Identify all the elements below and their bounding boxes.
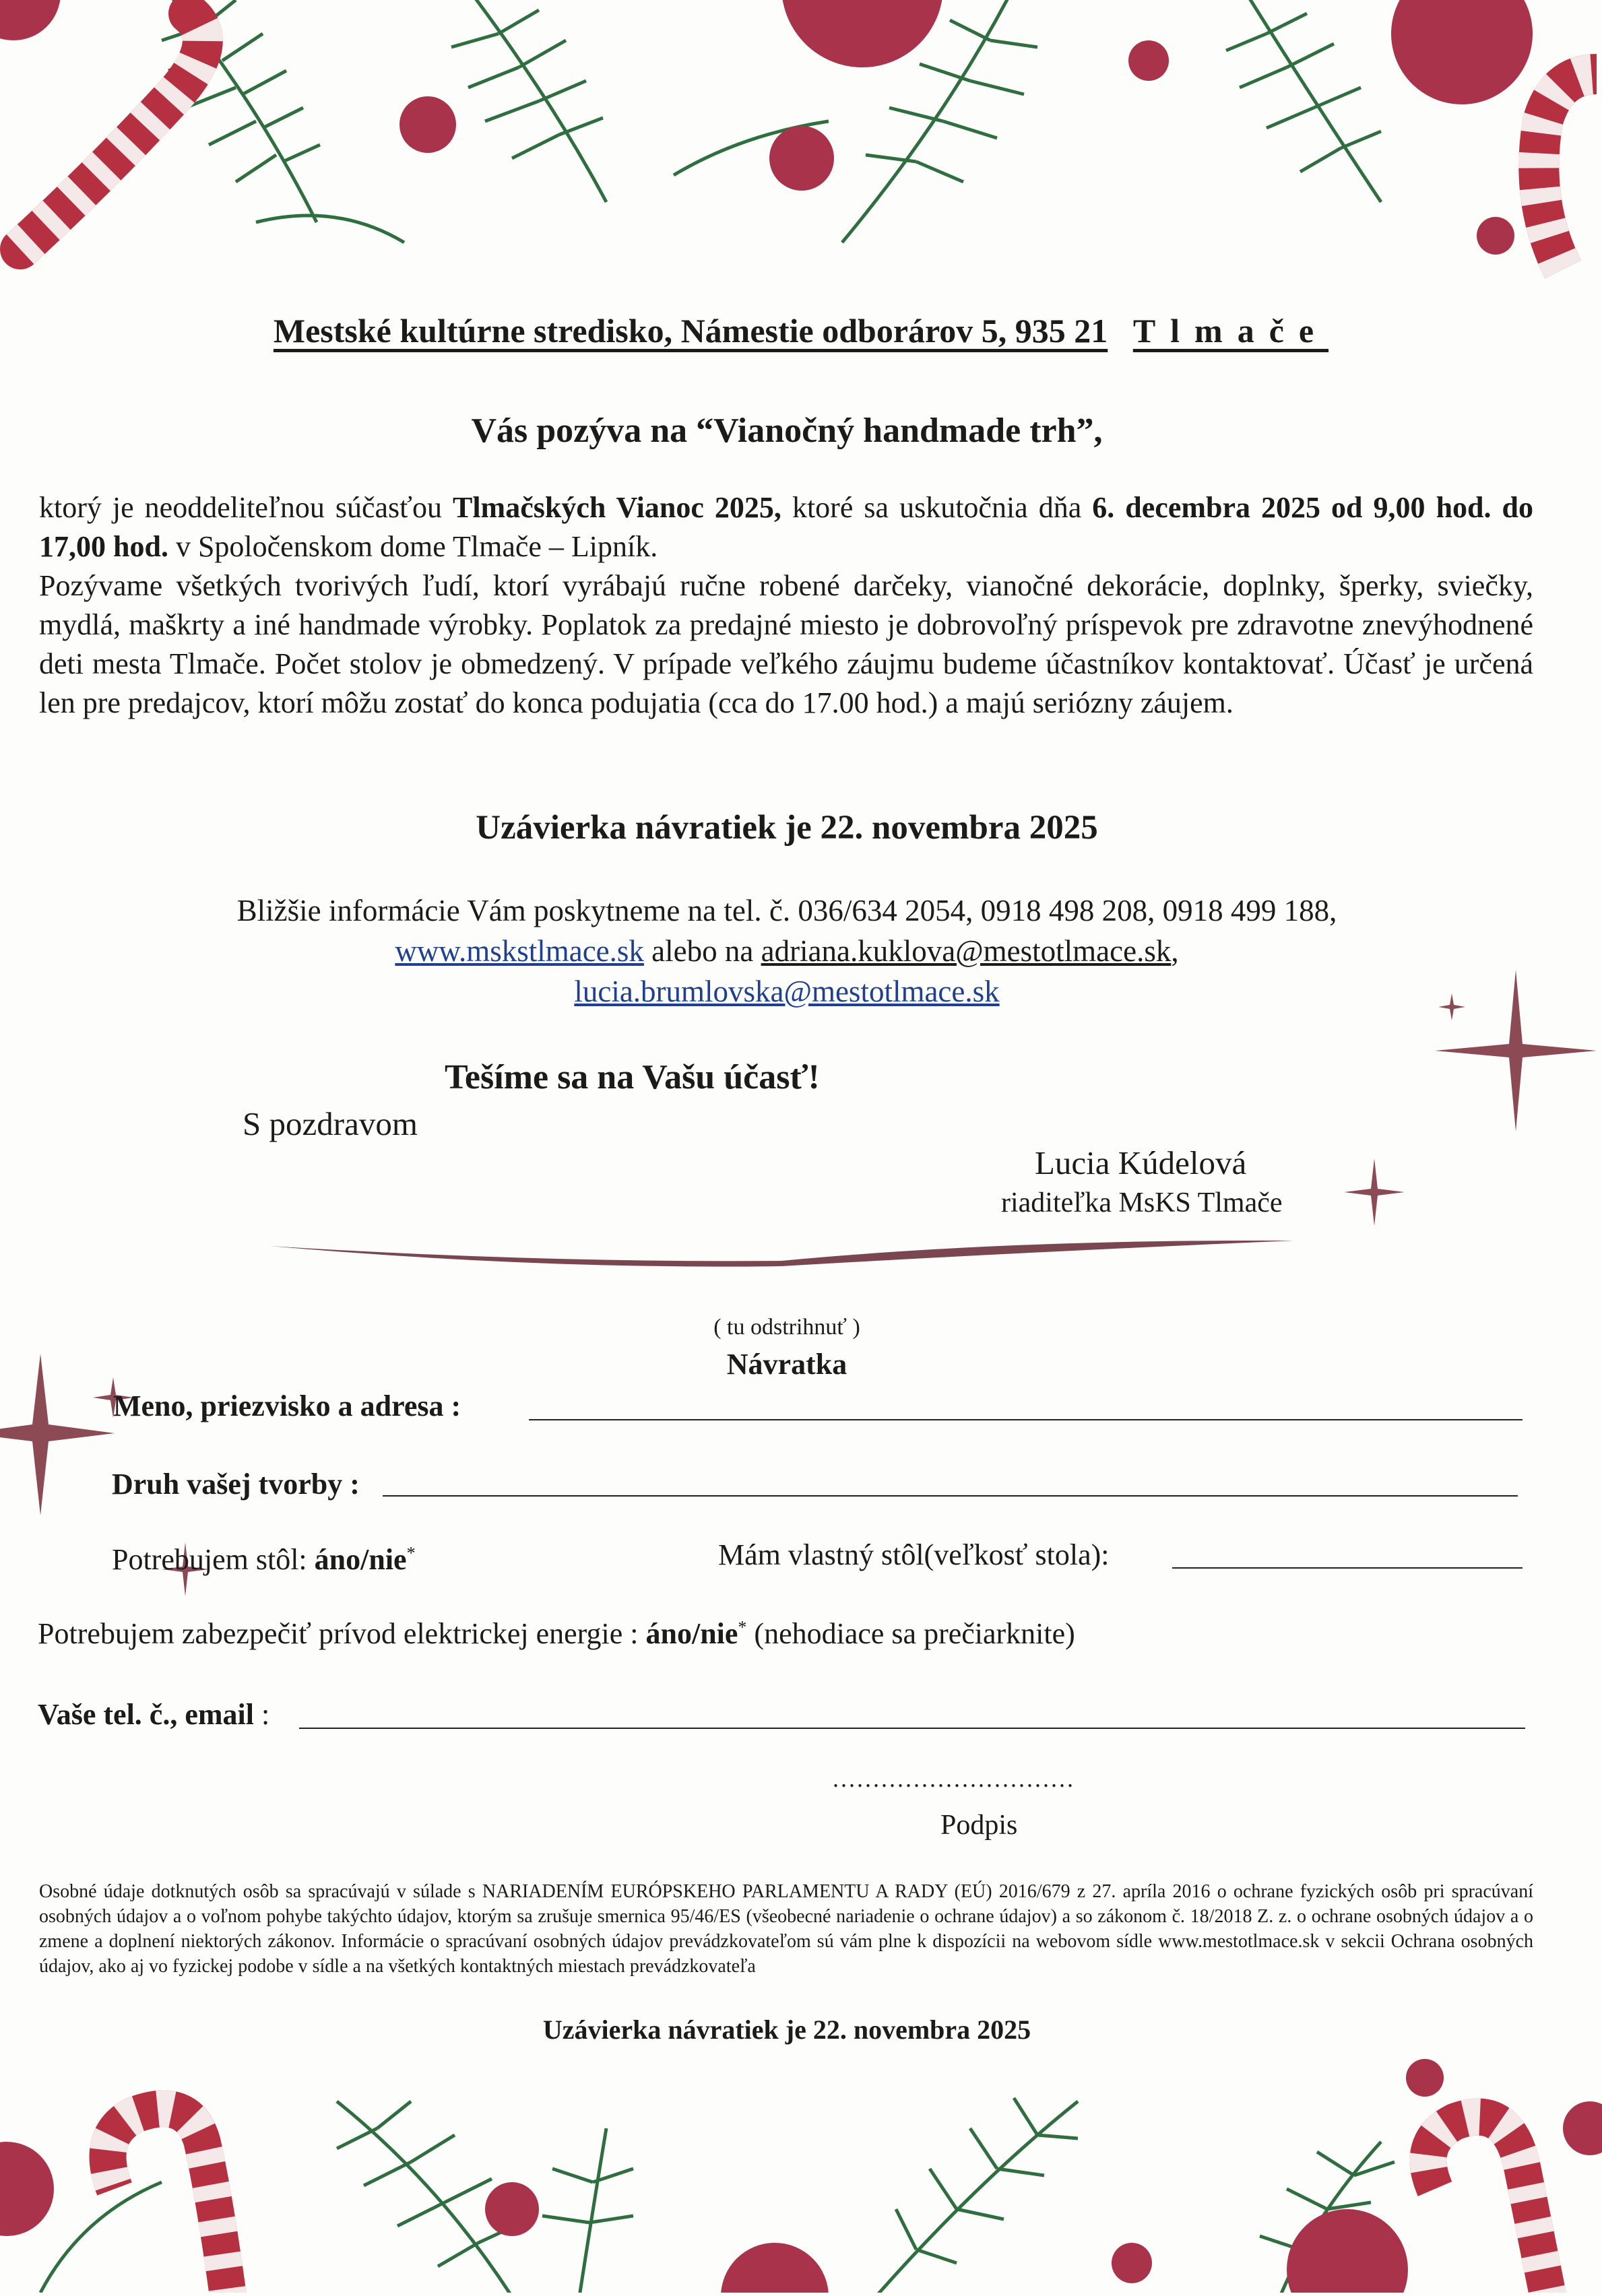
name-address-label: Meno, priezvisko a adresa : — [113, 1389, 461, 1422]
organization-header — [0, 311, 1602, 350]
electricity-options[interactable]: áno/nie — [645, 1617, 738, 1650]
invitation-paragraph: Pozývame všetkých tvorivých ľudí, ktorí vyrábajú ručne robené darčeky, vianočné dekorácie, doplnky, šperky, sviečky, mydlá, maškrty a iné handmade výrobky. Poplatok za predajné miesto je dobrovoľný príspevok pre zdravotne znevýhodnené deti mesta Tlmače. Počet stolov je obmedzený. V prípade veľkého záujmu budeme účastníkov kontaktovať. Účasť je určená len pre predajcov, ktorí môžu zostať do konca podujatia (cca do 17.00 hod.) a majú seriózny záujem. — [39, 569, 1533, 719]
gdpr-notice: Osobné údaje dotknutých osôb sa spracúvajú v súlade s NARIADENÍM EURÓPSKEHO PARLAMENTU A RADY (EÚ) 2016/679 z 27. apríla 2016 o ochrane fyzických osôb pri spracúvaní osobných údajov a o voľnom pohybe takýchto údajov, ktorým sa zrušuje smernica 95/46/ES (všeobecné nariadenie o ochrane údajov) a so zákonom č. 18/2018 Z. z. o ochrane osobných údajov a o zmene a doplnení niektorých zákonov. Informácie o spracúvaní osobných údajov prevádzkovateľom sú vám plne k dispozícii na webovom sídle www.mestotlmace.sk v sekcii Ochrana osobných údajov, ako aj vo fyzickej podobe v sídle a na všetkých kontaktných miestach prevádzkovateľa — [39, 1881, 1533, 1977]
fir-branch-icon — [162, 0, 1381, 242]
organization-town: Tlmače — [1132, 312, 1329, 350]
signature-field[interactable]: .............................. — [833, 1765, 1075, 1792]
name-address-field[interactable] — [529, 1419, 1523, 1420]
electricity-row: Potrebujem zabezpečiť prívod elektrickej energie : áno/nie* (nehodiace sa prečiarknite) — [38, 1617, 1075, 1650]
sparkle-star-icon — [1344, 1158, 1405, 1226]
email-link-adriana[interactable]: adriana.kuklova@mestotlmace.sk — [761, 934, 1172, 968]
regards: S pozdravom — [243, 1105, 418, 1142]
event-details-paragraph: ktorý je neoddeliteľnou súčasťou Tlmačských Vianoc 2025, ktoré sa uskutočnia dňa 6. decembra 2025 od 9,00 hod. do 17,00 hod. v Spoločenskom dome Tlmače – Lipník. — [39, 491, 1534, 563]
invite-heading: Vás pozýva na “Vianočný handmade trh”, — [471, 412, 1103, 450]
table-needed-options[interactable]: áno/nie — [314, 1543, 407, 1576]
craft-type-field[interactable] — [383, 1495, 1518, 1497]
table-needed-row: Potrebujem stôl: áno/nie* — [112, 1543, 416, 1576]
organization-name: Mestské kultúrne stredisko, Námestie odborárov 5, 935 21 — [273, 312, 1108, 350]
ornamental-divider — [269, 1233, 1293, 1276]
craft-type-label: Druh vašej tvorby : — [112, 1468, 360, 1501]
contact-field[interactable] — [299, 1728, 1525, 1729]
invitation-body — [39, 488, 1533, 723]
fir-branch-icon — [40, 2098, 1395, 2293]
own-table-label: Mám vlastný stôl(veľkosť stola): — [718, 1538, 1110, 1571]
reply-form-title: Návratka — [726, 1348, 847, 1381]
contact-info: Bližšie informácie Vám poskytneme na tel. č. 036/634 2054, 0918 498 208, 0918 499 188, www.mskstlmace.sk alebo na adriana.kuklova@mestotlmace.sk, lucia.brumlovska@mestotlmace.sk — [0, 890, 1574, 1012]
christmas-decoration-bottom — [0, 2047, 1602, 2293]
signature-label: Podpis — [940, 1810, 1018, 1841]
own-table-size-field[interactable] — [1172, 1567, 1523, 1569]
signer-role: riaditeľka MsKS Tlmače — [1001, 1187, 1283, 1218]
email-link-lucia[interactable]: lucia.brumlovska@mestotlmace.sk — [574, 975, 1000, 1008]
bauble-icon — [0, 0, 1533, 255]
website-link[interactable]: www.mskstlmace.sk — [395, 934, 644, 968]
sparkle-star-small-icon — [1438, 993, 1465, 1020]
cut-here-label: ( tu odstrihnuť ) — [713, 1315, 860, 1340]
signer-name: Lucia Kúdelová — [1035, 1144, 1247, 1181]
christmas-decoration-top — [0, 0, 1602, 296]
closing-greeting: Tešíme sa na Vašu účasť! — [445, 1058, 820, 1096]
phone-numbers: Bližšie informácie Vám poskytneme na tel. č. 036/634 2054, 0918 498 208, 0918 499 188, — [236, 894, 1337, 927]
contact-row: Vaše tel. č., email : — [38, 1698, 270, 1731]
deadline-notice-bottom: Uzávierka návratiek je 22. novembra 2025 — [542, 2014, 1031, 2045]
deadline-notice: Uzávierka návratiek je 22. novembra 2025 — [476, 809, 1098, 847]
contact-label: Vaše tel. č., email — [38, 1698, 254, 1731]
